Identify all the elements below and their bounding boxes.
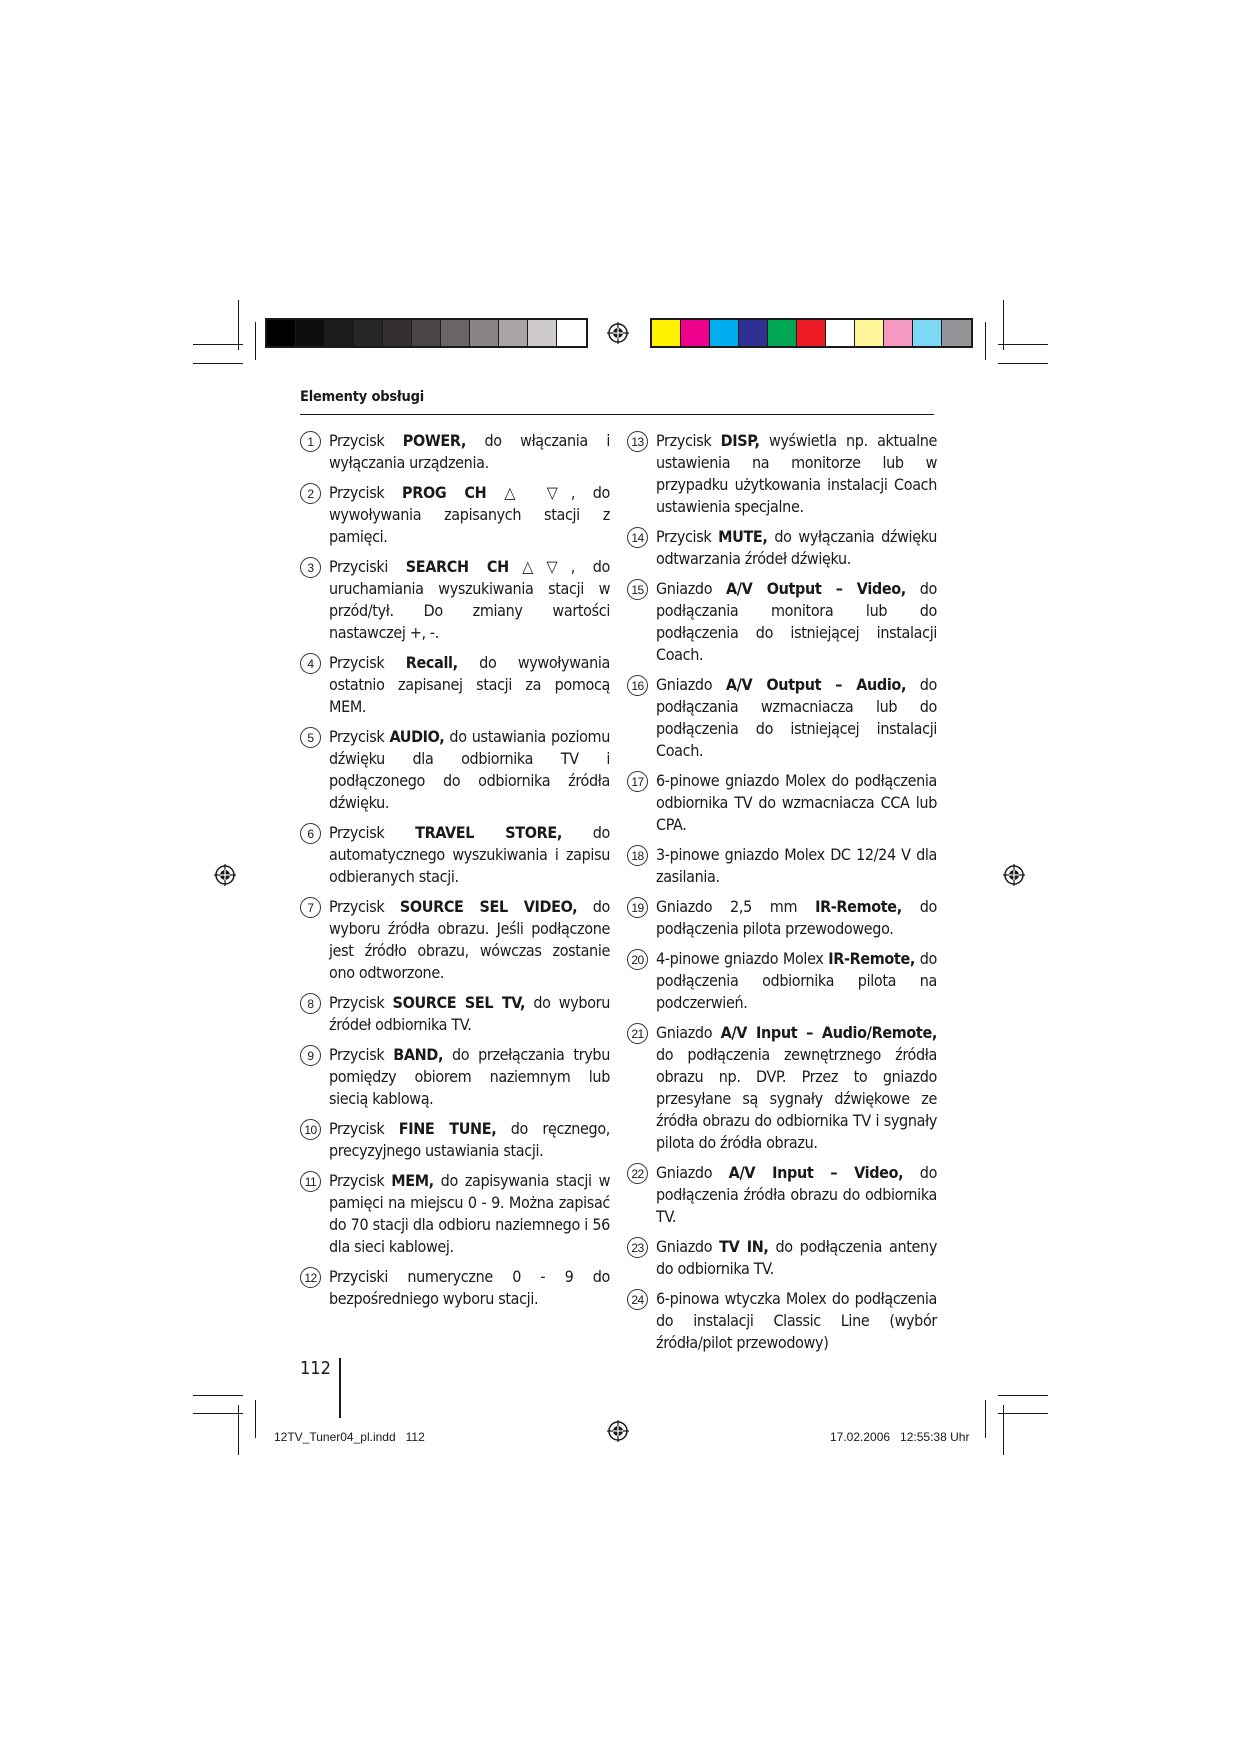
item-text-lead: Gniazdo — [656, 1237, 720, 1256]
list-item — [300, 430, 610, 474]
item-text-lead: Przyciski — [329, 557, 406, 576]
item-text — [329, 430, 610, 474]
item-text-description: do wyłączania dźwięku odtwarzania źródeł dźwięku. — [656, 527, 937, 568]
item-number-badge: 3 — [300, 557, 321, 578]
item-control-name: Recall, — [405, 653, 458, 672]
color-swatch — [739, 320, 768, 346]
crop-mark — [1003, 1405, 1004, 1455]
item-text-lead: Przycisk — [329, 431, 403, 450]
item-text-description: do podłączenia odbiornika pilota na podczerwień. — [656, 949, 937, 1012]
registration-mark-icon — [607, 1420, 629, 1442]
slug-timestamp: 17.02.2006 12:55:38 Uhr — [830, 1430, 970, 1444]
list-item — [300, 652, 610, 718]
item-text-lead: Przycisk — [329, 727, 390, 746]
item-number-badge: 20 — [627, 949, 648, 970]
registration-mark-icon — [607, 322, 629, 344]
item-text-lead: Przycisk — [329, 1045, 394, 1064]
crop-mark — [193, 363, 243, 364]
item-control-name: AUDIO, — [389, 727, 445, 746]
item-text-lead: Przycisk — [656, 527, 719, 546]
list-item — [627, 1288, 937, 1354]
crop-mark — [255, 1400, 256, 1438]
page-number: 112 — [300, 1358, 331, 1379]
list-item — [300, 822, 610, 888]
item-control-name: A/V Input – Video, — [728, 1163, 904, 1182]
item-text — [329, 652, 610, 718]
color-swatch — [942, 320, 971, 346]
list-item — [627, 526, 937, 570]
item-number-badge: 5 — [300, 727, 321, 748]
item-text-description: do automatycznego wyszukiwania i zapisu odbieranych stacji. — [329, 823, 610, 886]
list-item — [627, 1162, 937, 1228]
color-swatch — [855, 320, 884, 346]
item-text — [329, 556, 610, 644]
item-control-name: SEARCH CH△▽ — [405, 557, 571, 576]
crop-mark — [238, 300, 239, 350]
left-column — [300, 430, 610, 1318]
item-text-lead: Gniazdo — [656, 675, 726, 694]
item-number-badge: 9 — [300, 1045, 321, 1066]
list-item — [300, 1118, 610, 1162]
item-text — [329, 1266, 610, 1310]
registration-mark-icon — [214, 864, 236, 886]
list-item — [627, 948, 937, 1014]
item-text — [329, 726, 610, 814]
list-item — [300, 1266, 610, 1310]
item-text — [656, 1236, 937, 1280]
item-text-lead: Gniazdo — [656, 1023, 721, 1042]
section-header: Elementy obsługi — [300, 389, 425, 405]
crop-mark — [193, 1395, 243, 1396]
item-text — [656, 896, 937, 940]
process-color-bar — [650, 318, 973, 348]
list-item — [627, 896, 937, 940]
item-control-name: BAND, — [393, 1045, 444, 1064]
color-swatch — [470, 320, 499, 346]
item-text-lead: Przyciski numeryczne 0 - 9 do bezpośredniego wyboru stacji. — [329, 1267, 610, 1308]
list-item — [627, 1236, 937, 1280]
item-control-name: SOURCE SEL TV, — [392, 993, 526, 1012]
item-number-badge: 24 — [627, 1289, 648, 1310]
list-item — [627, 674, 937, 762]
item-number-badge: 13 — [627, 431, 648, 452]
list-item — [627, 770, 937, 836]
item-text — [656, 578, 937, 666]
item-text — [329, 992, 610, 1036]
color-swatch — [383, 320, 412, 346]
color-swatch — [354, 320, 383, 346]
item-control-name: PROG CH △ ▽ — [402, 483, 571, 502]
item-text-description: do ręcznego, precyzyjnego ustawiania stacji. — [329, 1119, 610, 1160]
item-number-badge: 8 — [300, 993, 321, 1014]
color-swatch — [412, 320, 441, 346]
crop-mark — [998, 1413, 1048, 1414]
item-control-name: POWER, — [402, 431, 467, 450]
crop-mark — [998, 344, 1048, 345]
item-number-badge: 11 — [300, 1171, 321, 1192]
item-text-description: do podłączenia pilota przewodowego. — [656, 897, 937, 938]
item-text-lead: Przycisk — [329, 1119, 399, 1138]
list-item — [300, 1170, 610, 1258]
item-number-badge: 23 — [627, 1237, 648, 1258]
item-number-badge: 19 — [627, 897, 648, 918]
right-column — [627, 430, 937, 1362]
crop-mark — [255, 322, 256, 360]
header-rule — [300, 414, 934, 415]
item-text-lead: Przycisk — [329, 1171, 392, 1190]
color-swatch — [528, 320, 557, 346]
crop-mark — [998, 363, 1048, 364]
registration-mark-icon — [1003, 864, 1025, 886]
item-text-lead: Przycisk — [329, 993, 393, 1012]
item-text-description: do włączania i wyłączania urządzenia. — [329, 431, 610, 472]
crop-mark — [193, 1413, 243, 1414]
list-item — [627, 430, 937, 518]
list-item — [627, 578, 937, 666]
color-swatch — [768, 320, 797, 346]
item-text — [656, 844, 937, 888]
item-number-badge: 22 — [627, 1163, 648, 1184]
item-text-lead: Gniazdo 2,5 mm — [656, 897, 816, 916]
item-number-badge: 16 — [627, 675, 648, 696]
item-number-badge: 4 — [300, 653, 321, 674]
item-text — [656, 526, 937, 570]
item-number-badge: 21 — [627, 1023, 648, 1044]
item-number-badge: 1 — [300, 431, 321, 452]
item-text-description: wyświetla np. aktualne ustawienia na monitorze lub w przypadku użytkowania instalacji Coach ustawienia specjalne. — [656, 431, 937, 516]
item-number-badge: 10 — [300, 1119, 321, 1140]
color-swatch — [499, 320, 528, 346]
item-text-lead: Gniazdo — [656, 1163, 729, 1182]
item-text — [329, 1170, 610, 1258]
list-item — [300, 556, 610, 644]
item-text-lead: 6-pinowa wtyczka Molex do podłączenia do instalacji Classic Line (wybór źródła/pilot przewodowy) — [656, 1289, 937, 1352]
item-text-description: , do wywoływania zapisanych stacji z pamięci. — [329, 483, 611, 546]
item-text-description: do przełączania trybu pomiędzy obiorem naziemnym lub siecią kablową. — [329, 1045, 610, 1108]
item-number-badge: 7 — [300, 897, 321, 918]
item-control-name: A/V Output – Video, — [725, 579, 906, 598]
item-control-name: A/V Output – Audio, — [725, 675, 907, 694]
item-text-lead: Przycisk — [329, 897, 400, 916]
item-text-description: do podłączania monitora lub do podłączenia do istniejącej instalacji Coach. — [656, 579, 938, 664]
item-control-name: TV IN, — [719, 1237, 769, 1256]
color-swatch — [325, 320, 354, 346]
item-text-lead: Przycisk — [329, 823, 416, 842]
list-item — [627, 844, 937, 888]
item-text-lead: 3-pinowe gniazdo Molex DC 12/24 V dla zasilania. — [656, 845, 937, 886]
crop-mark — [998, 1395, 1048, 1396]
slug-filename: 12TV_Tuner04_pl.indd 112 — [274, 1430, 425, 1444]
list-item — [300, 726, 610, 814]
item-text — [656, 1022, 937, 1154]
list-item — [300, 896, 610, 984]
item-control-name: A/V Input – Audio/Remote, — [720, 1023, 937, 1042]
item-control-name: TRAVEL STORE, — [415, 823, 562, 842]
item-text — [656, 674, 937, 762]
item-text — [329, 1118, 610, 1162]
list-item — [300, 992, 610, 1036]
item-text — [656, 770, 937, 836]
item-text-description: do wyboru źródeł odbiornika TV. — [329, 993, 610, 1034]
item-text-lead: 4-pinowe gniazdo Molex — [656, 949, 829, 968]
list-item — [627, 1022, 937, 1154]
page-number-rule — [339, 1358, 341, 1418]
item-text-lead: Przycisk — [656, 431, 721, 450]
color-swatch — [710, 320, 739, 346]
item-text-description: do ustawiania poziomu dźwięku dla odbiornika TV i podłączonego do odbiornika źródła dźwięku. — [329, 727, 610, 812]
item-text-description: do podłączania wzmacniacza lub do podłączenia do istniejącej instalacji Coach. — [656, 675, 937, 760]
item-number-badge: 18 — [627, 845, 648, 866]
item-text — [329, 1044, 610, 1110]
item-text-description: do wywoływania ostatnio zapisanej stacji za pomocą MEM. — [329, 653, 610, 716]
list-item — [300, 1044, 610, 1110]
color-swatch — [884, 320, 913, 346]
item-text-lead: Przycisk — [329, 483, 403, 502]
item-text-description: do wyboru źródła obrazu. Jeśli podłączone jest źródło obrazu, wówczas zostanie ono odtworzone. — [329, 897, 610, 982]
item-text-description: , do uruchamiania wyszukiwania stacji w przód/tył. Do zmiany wartości nastawczej +, -. — [329, 557, 610, 642]
item-number-badge: 12 — [300, 1267, 321, 1288]
item-text — [329, 482, 610, 548]
item-control-name: FINE TUNE, — [398, 1119, 497, 1138]
item-control-name: IR-Remote, — [828, 949, 915, 968]
item-number-badge: 17 — [627, 771, 648, 792]
item-text-lead: Gniazdo — [656, 579, 726, 598]
item-control-name: DISP, — [720, 431, 760, 450]
item-text-description: do podłączenia źródła obrazu do odbiornika TV. — [656, 1163, 938, 1226]
crop-mark — [985, 322, 986, 360]
item-text — [656, 1288, 937, 1354]
list-item — [300, 482, 610, 548]
item-number-badge: 15 — [627, 579, 648, 600]
item-control-name: MEM, — [391, 1171, 434, 1190]
item-text-description: do zapisywania stacji w pamięci na miejscu 0 - 9. Można zapisać do 70 stacji dla odbioru naziemnego i 56 dla sieci kablowej. — [329, 1171, 611, 1256]
item-text — [329, 822, 610, 888]
color-swatch — [826, 320, 855, 346]
color-swatch — [441, 320, 470, 346]
color-swatch — [913, 320, 942, 346]
grayscale-color-bar — [265, 318, 588, 348]
item-text-lead: Przycisk — [329, 653, 406, 672]
crop-mark — [238, 1405, 239, 1455]
color-swatch — [681, 320, 710, 346]
item-text — [656, 430, 937, 518]
color-swatch — [267, 320, 296, 346]
item-text-description: do podłączenia zewnętrznego źródła obrazu np. DVP. Przez to gniazdo przesyłane są sygnały dźwiękowe ze źródła obrazu do odbiornika TV i sygnały pilota do źródła obrazu. — [656, 1045, 937, 1152]
item-control-name: IR-Remote, — [815, 897, 902, 916]
item-text — [329, 896, 610, 984]
color-swatch — [797, 320, 826, 346]
color-swatch — [296, 320, 325, 346]
item-number-badge: 6 — [300, 823, 321, 844]
item-text — [656, 948, 937, 1014]
item-text-lead: 6-pinowe gniazdo Molex do podłączenia odbiornika TV do wzmacniacza CCA lub CPA. — [656, 771, 937, 834]
item-text — [656, 1162, 937, 1228]
item-control-name: SOURCE SEL VIDEO, — [399, 897, 578, 916]
color-swatch — [557, 320, 586, 346]
crop-mark — [985, 1400, 986, 1438]
item-text-description: do podłączenia anteny do odbiornika TV. — [656, 1237, 937, 1278]
item-number-badge: 2 — [300, 483, 321, 504]
crop-mark — [1003, 300, 1004, 350]
color-swatch — [652, 320, 681, 346]
crop-mark — [193, 344, 243, 345]
item-control-name: MUTE, — [718, 527, 768, 546]
item-number-badge: 14 — [627, 527, 648, 548]
